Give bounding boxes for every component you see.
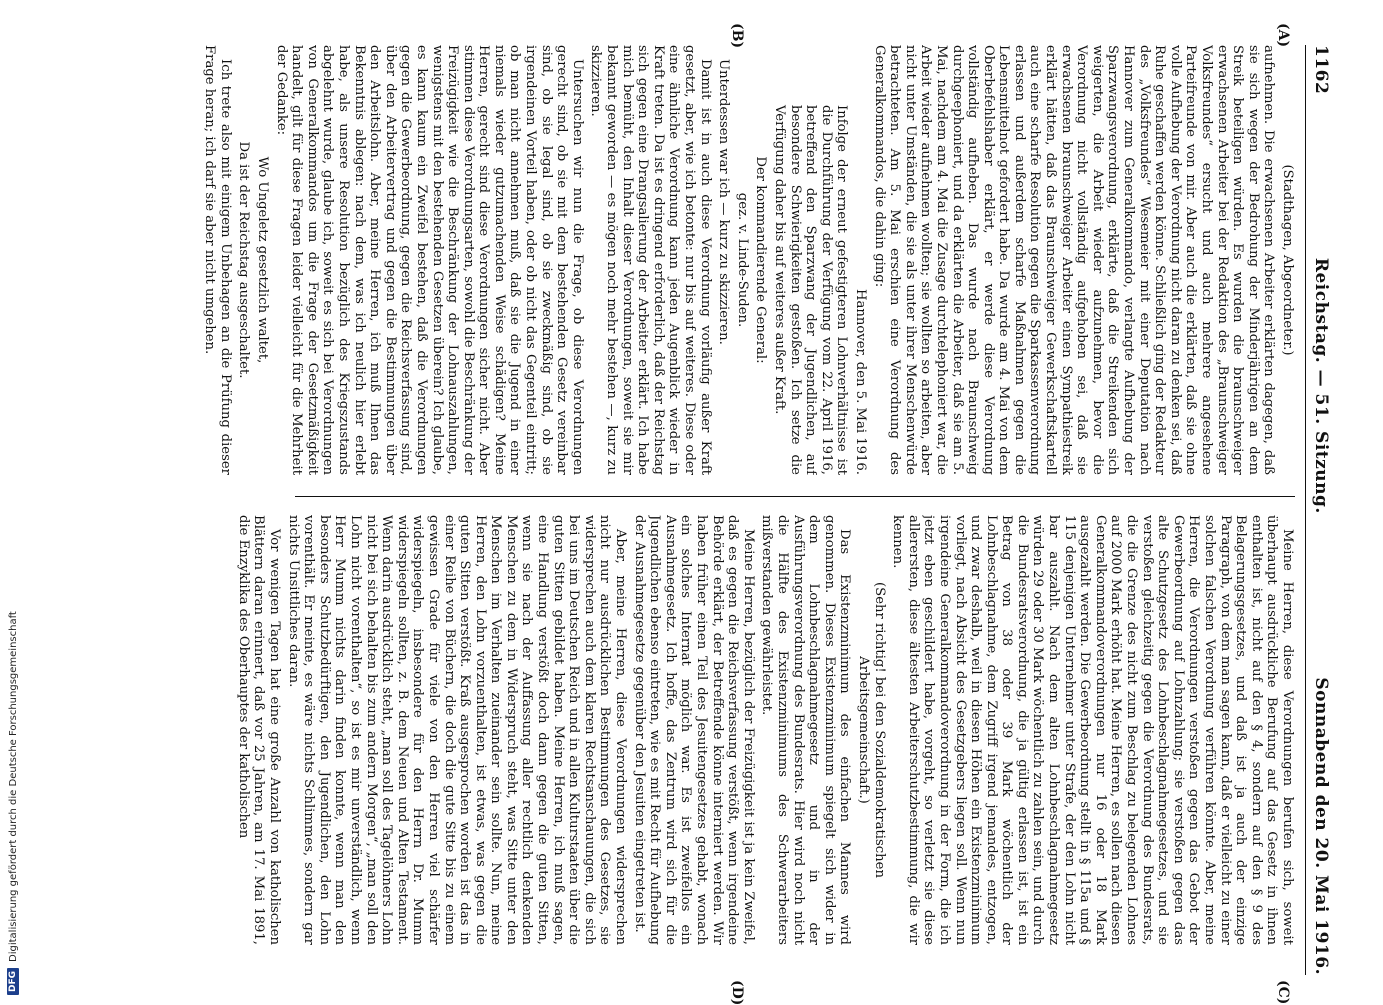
signature-name: gez. v. Linde-Suden.	[734, 192, 750, 328]
paragraph: Meine Herren, diese Verordnungen berufen sich, soweit überhaupt ausdrückliche Berufung auf das Gesetz in ihnen enthalten ist, nicht auf den § 4, sondern auf den § 9 des Belagerungsgesetzes, und daß ist ja auch der einzige Paragraph, von dem man sagen kann, daß er vielleicht zu einer solchen falschen Verordnung verführen könnte. Aber, meine Herren, die Verordnungen verstoßen gegen das Gebot der Gewerbeordnung auf Lohnzahlung; sie verstoßen gegen das alte Schutzgesetz des Lohnbeschlagnahmegesetzes, und sie verstoßen gleichzeitig gegen die Verordnung des Bundesrats, die die Grenze des nicht zum Beschlag zu belegenden Lohnes auf 2000 Mark erhöht hat. Meine Herren, es sollen nach diesen Generalkommandoverordnungen nur 16 oder 18 Mark ausgezahlt werden. Die Gewerbeordnung stellt in § 115a und § 115 denjenigen Unternehmer unter Strafe, der den Lohn nicht bar auszahlt. Nach dem alten Lohnbeschlagnahmegesetz würden 29 oder 30 Mark wöchentlich zu zahlen sein, und durch die Bundesratsverordnung, die ja gültig erlassen ist, ist ein Betrag von 38 oder 39 Mark wöchentlich der Lohnbeschlagnahme, dem Zugriff irgend jemandes, entzogen, und zwar deshalb, weil in diesen Höhen ein Existenzminimum vorliegt, nach Absicht des Gesetzgebers liegen soll. Wenn nun irgendeine Generalkommandoverordnung in der Form, die ich jetzt eben geschildert habe, vorgeht, so verletzt sie diese allerersten, diese ältesten Arbeiterschutzbestimmung, die wir kennen.	[890, 515, 1295, 945]
credit-text: Digitalisierung gefördert durch die Deutsche Forschungsgemeinschaft	[7, 611, 19, 962]
margin-mark-b: (B)	[729, 23, 745, 49]
digitization-credit	[6, 0, 20, 995]
margin-mark-d: (D)	[729, 980, 745, 1005]
document-page	[65, 23, 1335, 1005]
paragraph: Vor wenigen Tagen hat eine große Anzahl von katholischen Blättern daran erinnert, daß vor 25 Jahren, am 17. Mai 1891, die Enzyklika des Oberhauptes der katholischen	[235, 515, 282, 945]
left-column	[75, 45, 1295, 475]
page-header	[1307, 45, 1335, 975]
verse-line: Da ist der Reichstag ausgeschaltet.	[236, 141, 252, 379]
paragraph: Damit ist in auch diese Verordnung vorläufig außer Kraft gesetzt, aber, wie ich betonte: nur bis auf weiteres. Diese oder eine ähnliche Verordnung kann jeden Augenblick wieder in Kraft treten. Da ist es dringend erforderlich, daß der Reichstag sich gegen eine Drangsalierung der Arbeiter erklärt. Ich habe mich bemüht, den Inhalt dieser Verordnungen, soweit sie mir bekannt geworden — es mögen noch mehr bestehen —, kurz zu skizzieren.	[588, 45, 713, 475]
paragraph: Ich trete also mit einigem Unbehagen an die Prüfung dieser Frage heran; ich darf sie aber nicht umgehen.	[202, 45, 233, 475]
paragraph: Das Existenzminimum des einfachen Mannes wird genommen. Dieses Existenzminimum spiegelt sich wider in dem Lohnbeschlagnahmegesetz und in der Ausführungsverordnung des Bundesrats. Hier wird noch nicht die Hälfte des Existenzminimums des Schwerarbeiters mißverstanden gewährleistet.	[759, 515, 853, 945]
column-divider	[295, 496, 1295, 497]
paragraph: Aber, meine Herren, diese Verordnungen widersprechen nicht nur ausdrücklichen Bestimmungen des Gesetzes, sie widersprechen auch dem klaren Rechtsanschauungen, die sich bei uns im Deutschen Reich und in allen Kulturstaaten über die guten Sitten gebildet haben. Meine Herren, ich muß sagen, eine Handlung verstößt doch dann gegen die guten Sitten, wenn sie nach der Auffassung aller rechtlich denkenden Menschen zu dem in Widerspruch steht, was Sitte unter den Menschen im Verhalten zueinander sein sollte. Nun, meine Herren, den Lohn vorzuenthalten, ist etwas, was gegen die guten Sitten verstößt. Kraß ausgesprochen worden ist das in einer Reihe von Büchern, die doch die gute Sitte bis zu einem gewissen Grade für viele von den Herren viel schärfer widerspiegeln, insbesondere für den Herrn Dr. Mumm widerspiegeln sollten, z. B. dem Neuen und Alten Testament. Wenn darin ausdrücklich steht, „man soll des Tagelöhners Lohn nicht bei sich behalten bis zum andern Morgen“, „man soll den Lohn nicht vorenthalten“, so ist es mir unverständlich, wenn Herr Mumm nichts darin finden konnte, wenn man den besonders Schutzbedürftigen, den Jugendlichen, den Lohn vorenthält. Er meinte, es wäre nichts Schlimmes, sondern gar nichts Unsittliches daran.	[285, 515, 629, 945]
right-column	[75, 515, 1295, 945]
quoted-order: Infolge der erneut gefestigteren Lohnverhältnisse ist die Durchführung der Verfügung vom 22. April 1916, betreffend den Sparzwang der Jugendlichen, auf besondere Schwierigkeiten gestoßen. Ich setze die Verfügung daher bis auf weiteres außer Kraft.	[772, 105, 850, 475]
margin-mark-a: (A)	[1275, 23, 1291, 48]
signature-title: Der kommandierende General:	[753, 156, 769, 364]
dfg-logo: DFG	[7, 968, 19, 995]
paragraph: Meine Herren, bezüglich der Freizügigkeit ist ja kein Zweifel, daß es gegen die Reichsverfassung verstößt, wenn irgendeine Behörde erklärt, der Betreffende könne interniert werden. Wir haben früher einen Teil des Jesuitengesetzes gehabt, wonach ein solches Internat möglich war. Es ist zweifellos ein Ausnahmegesetz. Ich hoffe, das Zentrum wird sich für die Jugendlichen ebenso eintreten, wie es mit Recht für Aufhebung der Ausnahmegesetze gegenüber den Jesuiten eingetreten ist.	[631, 515, 756, 945]
page-date: Sonnabend den 20. Mai 1916.	[1311, 677, 1331, 975]
paragraph: aufnehmen. Die erwachsenen Arbeiter erklärten dagegen, daß sie sich wegen der Bedrohung der Minderjährigen an dem Streik beteiligen würden. Es wurden die braunschweiger erwachsenen Arbeiter bei der Redaktion des „Braunschweiger Volksfreundes“ ersucht und auch mehrere angesehene Parteifreunde von mir. Aber auch die erklärten, daß sie ohne volle Aufhebung der Verordnung nicht daran zu denken sei, daß Ruhe geschaffen werden könne. Schließlich ging der Redakteur des „Volksfreundes“ Wesemeier mit einer Deputation nach Hannover zum Generalkommando, verlangte Aufhebung der Sparzwangsverordnung, erklärte, daß die Streikenden sich weigerten, die Arbeit wieder aufzunehmen, bevor die Verordnung nicht vollständig aufgehoben sei, daß sie erwachsenen braunschweiger Arbeiter einen Sympathiestreik erklärt hätten, daß das Braunschweiger Gewerkschaftskartell auch eine scharfe Resolution gegen die Sparkassenverordnung erlassen und außerdem scharfe Maßnahmen gegen die Lebensmittelnot gefordert habe. Da wurde am 4. Mai von dem Oberbefehlshaber erklärt, er werde diese Verordnung vollständig aufheben. Das wurde nach Braunschweig durchgeephoniert, und da erklärten die Arbeiter, daß sie am 5. Mai, nachdem am 4. Mai die Zusage durchtelephoniert war, die Arbeit wieder aufnehmen wollten; sie wollten so arbeiten, aber nicht unter Umständen, die sie als unter ihrer Menschenwürde betrachteten. Am 5. Mai erschien eine Verordnung des Generalkommandos, die dahin ging:	[871, 45, 1277, 475]
date-line: Hannover, den 5. Mai 1916.	[852, 288, 868, 475]
paragraph: Unterdessen war ich — kurz zu skizzieren.	[716, 59, 732, 345]
paragraph: Untersuchen wir nun die Frage, ob diese Verordnungen gerecht sind, ob sie mit dem bestehenden Gesetz vereinbar sind, ob sie legal sind, ob sie zweckmäßig sind, ob sie irgendeinen Vorteil haben, oder ob nicht das Gegenteil eintritt; ob man nicht annehmen muß, daß sie die Jugend in einer niemals wieder gutzumachenden Weise schädigen? Meine Herren, gerecht sind diese Verordnungen sicher nicht. Aber stimmen diese Verordnungsarten, sowohl die Beschränkung der Freizügigkeit wie die Beschränkung der Lohnauszahlungen, wenigstens mit den bestehenden Gesetzen überein? Ich glaube, es kann kaum ein Zweifel bestehen, daß die Verordnungen gegen die Gewerbeordnung, gegen die Reichsverfassung sind, über den Arbeitervertrag und gegen die Bestimmungen über den Arbeitslohn. Aber, meine Herren, ich muß Ihnen das Bekenntnis ablegen: nach dem, was ich neulich hier erlebt habe, als unsere Resolution bezüglich des Kriegszustands abgelehnt wurde, glaube ich, soweit es sich bei Verordnungen von Generalkommandos um die Frage der Gesetzmäßigkeit handelt, gilt für diese Fragen leider vielleicht für die Mehrheit der Gedanke:	[273, 45, 585, 475]
page-title: Reichstag. — 51. Sitzung.	[1311, 257, 1331, 514]
margin-mark-c: (C)	[1275, 980, 1291, 1005]
page-number: 1162	[1311, 45, 1331, 95]
verse-line: Wo Ungeletz gesetzlich waltet,	[255, 156, 270, 364]
interjection: (Sehr richtig! bei den Sozialdemokratischen Arbeitsgemeinschaft.)	[855, 582, 887, 878]
speaker-label: (Stadthagen, Abgeordneter.)	[1280, 164, 1295, 356]
header-rule	[1305, 45, 1306, 975]
